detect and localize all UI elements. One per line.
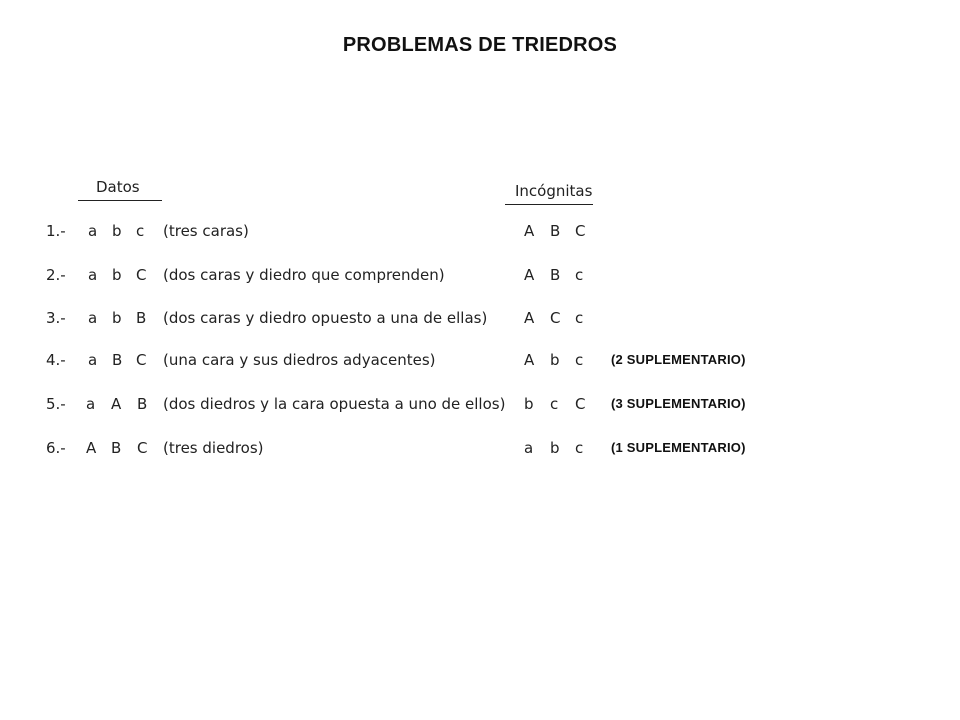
supplementary-note: (3 SUPLEMENTARIO) — [611, 396, 746, 411]
problem-row-1 — [0, 219, 960, 243]
unknown-element: A — [524, 351, 535, 369]
problem-row-4 — [0, 348, 960, 372]
problem-row-5 — [0, 392, 960, 416]
given-element: a — [86, 395, 96, 413]
given-element: C — [136, 351, 147, 369]
given-element: b — [112, 222, 122, 240]
given-element: a — [88, 222, 98, 240]
given-element: B — [136, 309, 147, 327]
given-element: a — [88, 266, 98, 284]
unknown-element: a — [524, 439, 534, 457]
given-element: B — [111, 439, 122, 457]
unknown-element: C — [575, 222, 586, 240]
page-title: PROBLEMAS DE TRIEDROS — [342, 34, 618, 56]
given-element: B — [137, 395, 148, 413]
unknown-element: A — [524, 309, 535, 327]
unknown-element: c — [575, 351, 584, 369]
incognitas-header-underline — [505, 204, 593, 205]
problem-description: (tres caras) — [163, 222, 249, 240]
problem-description: (una cara y sus diedros adyacentes) — [163, 351, 436, 369]
unknown-element: c — [575, 439, 584, 457]
unknown-element: b — [550, 351, 560, 369]
given-element: a — [88, 351, 98, 369]
unknown-element: b — [550, 439, 560, 457]
given-element: A — [111, 395, 122, 413]
unknown-element: B — [550, 266, 561, 284]
problem-number: 2.- — [46, 266, 66, 284]
problem-description: (tres diedros) — [163, 439, 264, 457]
problem-number: 3.- — [46, 309, 66, 327]
unknown-element: C — [575, 395, 586, 413]
given-element: A — [86, 439, 97, 457]
given-element: a — [88, 309, 98, 327]
supplementary-note: (1 SUPLEMENTARIO) — [611, 440, 746, 455]
datos-header-underline — [78, 200, 162, 201]
unknown-element: c — [575, 266, 584, 284]
unknown-element: c — [575, 309, 584, 327]
problem-row-2 — [0, 263, 960, 287]
problem-description: (dos caras y diedro opuesto a una de ellas) — [163, 309, 488, 327]
problem-number: 6.- — [46, 439, 66, 457]
problem-number: 5.- — [46, 395, 66, 413]
given-element: c — [136, 222, 145, 240]
problem-number: 4.- — [46, 351, 66, 369]
incognitas-header-label: Incógnitas — [515, 182, 593, 200]
given-element: b — [112, 266, 122, 284]
supplementary-note: (2 SUPLEMENTARIO) — [611, 352, 746, 367]
unknown-element: b — [524, 395, 534, 413]
given-element: C — [137, 439, 148, 457]
given-element: C — [136, 266, 147, 284]
problem-description: (dos caras y diedro que comprenden) — [163, 266, 445, 284]
given-element: B — [112, 351, 123, 369]
unknown-element: c — [550, 395, 559, 413]
problem-row-6 — [0, 436, 960, 460]
problem-description: (dos diedros y la cara opuesta a uno de ellos) — [163, 395, 506, 413]
incognitas-header — [505, 182, 593, 205]
datos-header-label: Datos — [96, 178, 140, 196]
problem-row-3 — [0, 306, 960, 330]
unknown-element: A — [524, 222, 535, 240]
problem-number: 1.- — [46, 222, 66, 240]
datos-header — [78, 178, 162, 201]
unknown-element: C — [550, 309, 561, 327]
unknown-element: B — [550, 222, 561, 240]
unknown-element: A — [524, 266, 535, 284]
given-element: b — [112, 309, 122, 327]
